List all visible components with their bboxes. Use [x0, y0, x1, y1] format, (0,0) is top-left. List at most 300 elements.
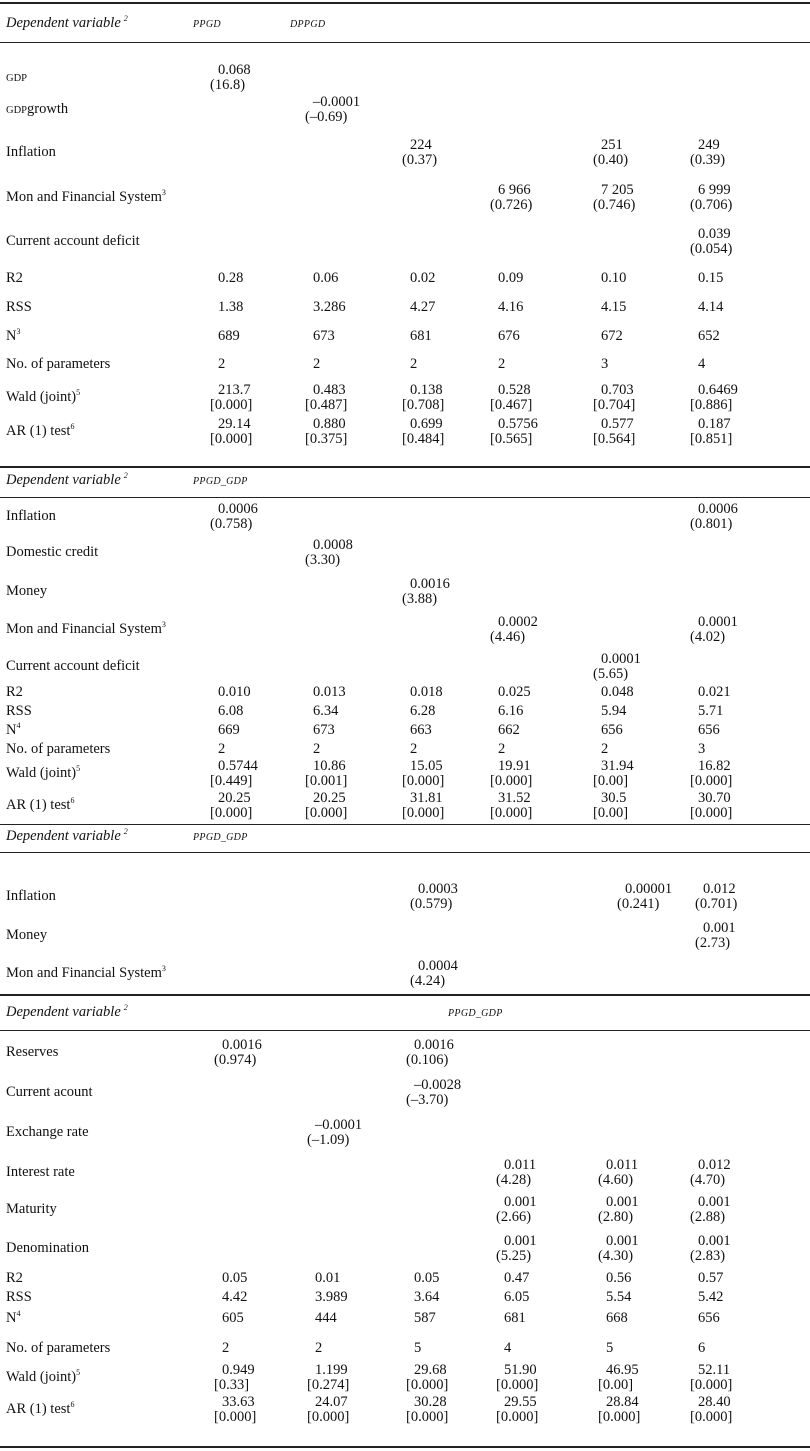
table-cell — [593, 758, 634, 789]
table-cell — [410, 742, 417, 757]
cell-statistic: [0.000] — [490, 805, 533, 821]
table-cell — [307, 1117, 363, 1148]
cell-value: 4.27 — [410, 299, 436, 315]
table-cell — [617, 881, 673, 912]
cell-value: 224 — [410, 137, 432, 153]
table-cell — [601, 300, 626, 315]
row-label-text: Current acount — [6, 1084, 93, 1100]
row-label-text: Maturity — [6, 1201, 57, 1217]
cell-value: 2 — [218, 741, 226, 757]
cell-value: 5 — [414, 1340, 422, 1356]
table-cell — [496, 1157, 537, 1188]
cell-value: 3.286 — [313, 299, 346, 315]
table-cell — [414, 1290, 439, 1305]
cell-value: 0.577 — [601, 416, 634, 432]
table-cell — [218, 685, 251, 700]
cell-value: 0.01 — [315, 1270, 341, 1286]
cell-statistic: (3.88) — [402, 591, 438, 607]
row-label — [6, 889, 56, 904]
table-cell — [593, 182, 636, 213]
row-label-text: N — [6, 328, 17, 344]
table-cell — [313, 357, 320, 372]
cell-value: 0.703 — [601, 382, 634, 398]
row-label — [6, 390, 80, 405]
cell-value: 16.82 — [698, 758, 731, 774]
table-cell — [410, 704, 435, 719]
row-label-text: Current account deficit — [6, 658, 140, 674]
header-text: Dependent variable — [6, 15, 121, 31]
cell-statistic: (16.8) — [210, 77, 246, 93]
gdp-abbrev: GDP — [6, 105, 28, 116]
section-end-rule — [0, 1446, 810, 1448]
table-cell — [690, 1362, 733, 1393]
table-cell — [601, 704, 626, 719]
table-cell — [598, 1194, 639, 1225]
header-rule — [0, 42, 810, 43]
table-cell — [218, 329, 240, 344]
cell-statistic: (2.88) — [690, 1209, 726, 1225]
table-cell — [410, 881, 458, 912]
row-label — [6, 966, 166, 981]
table-cell — [690, 501, 738, 532]
cell-value: 0.0016 — [222, 1037, 262, 1053]
table-cell — [218, 271, 243, 286]
cell-value: 656 — [698, 1310, 720, 1326]
footnote-marker: 6 — [70, 796, 75, 806]
dependent-variable-name: PPGD_GDP — [448, 1008, 503, 1019]
cell-value: 0.880 — [313, 416, 346, 432]
cell-statistic: [0.000] — [402, 805, 445, 821]
table-cell — [601, 357, 608, 372]
table-cell — [218, 357, 225, 372]
cell-statistic: [0.33] — [214, 1377, 250, 1393]
table-cell — [313, 271, 338, 286]
table-cell — [690, 790, 733, 821]
cell-statistic: (5.25) — [496, 1248, 532, 1264]
footnote-marker: 2 — [123, 827, 128, 837]
cell-value: 0.001 — [606, 1194, 639, 1210]
cell-value: 2 — [498, 356, 506, 372]
cell-value: –0.0001 — [313, 94, 361, 110]
cell-value: 652 — [698, 328, 720, 344]
cell-value: 2 — [410, 356, 418, 372]
cell-value: 20.25 — [218, 790, 251, 806]
cell-statistic: [0.000] — [690, 1409, 733, 1425]
cell-statistic: (–3.70) — [406, 1092, 449, 1108]
table-cell — [222, 1290, 247, 1305]
table-cell — [305, 537, 353, 568]
table-cell — [490, 416, 538, 447]
row-label-text: R2 — [6, 684, 23, 700]
row-label-text: R2 — [6, 1270, 23, 1286]
cell-value: 3 — [601, 356, 609, 372]
cell-statistic: (0.40) — [593, 152, 629, 168]
table-cell — [402, 382, 445, 413]
cell-value: 0.138 — [410, 382, 443, 398]
cell-statistic: (4.02) — [690, 629, 726, 645]
row-label — [6, 300, 32, 315]
row-label — [6, 766, 80, 781]
cell-statistic: [0.000] — [307, 1409, 350, 1425]
table-cell — [313, 723, 335, 738]
row-label — [6, 1125, 89, 1140]
cell-statistic: (5.65) — [593, 666, 629, 682]
row-label — [6, 1402, 74, 1417]
cell-value: 0.47 — [504, 1270, 530, 1286]
cell-statistic: [0.000] — [210, 397, 253, 413]
row-label-text: AR (1) test — [6, 423, 71, 439]
cell-statistic: [0.704] — [593, 397, 636, 413]
cell-statistic: [0.00] — [593, 773, 629, 789]
cell-value: 0.010 — [218, 684, 251, 700]
cell-value: 668 — [606, 1310, 628, 1326]
cell-statistic: (0.241) — [617, 896, 660, 912]
cell-value: 7 205 — [601, 182, 634, 198]
table-cell — [606, 1271, 631, 1286]
section-end-rule — [0, 466, 810, 468]
row-label-text: RSS — [6, 1289, 32, 1305]
table-cell — [218, 723, 240, 738]
row-label — [6, 1165, 75, 1180]
section-end-rule — [0, 994, 810, 996]
row-label — [6, 145, 56, 160]
cell-value: 681 — [410, 328, 432, 344]
row-label-text: N — [6, 1310, 17, 1326]
table-cell — [698, 1341, 705, 1356]
table-cell — [313, 329, 335, 344]
cell-statistic: (0.746) — [593, 197, 636, 213]
cell-statistic: [0.000] — [406, 1377, 449, 1393]
cell-value: 0.483 — [313, 382, 346, 398]
table-cell — [210, 758, 258, 789]
row-label-text: GDPgrowth — [6, 101, 69, 117]
row-label — [6, 723, 20, 738]
row-label-text: No. of parameters — [6, 1340, 111, 1356]
cell-value: 6.28 — [410, 703, 436, 719]
table-cell — [315, 1271, 340, 1286]
row-label — [6, 234, 140, 249]
cell-value: 0.001 — [504, 1194, 537, 1210]
cell-statistic: (4.70) — [690, 1172, 726, 1188]
table-cell — [410, 300, 435, 315]
row-label — [6, 622, 166, 637]
cell-statistic: [0.564] — [593, 431, 636, 447]
top-rule — [0, 2, 810, 4]
cell-value: 0.528 — [498, 382, 531, 398]
cell-value: 0.09 — [498, 270, 524, 286]
cell-value: 5.54 — [606, 1289, 632, 1305]
row-label — [6, 1271, 23, 1286]
footnote-marker: 2 — [123, 471, 128, 481]
table-cell — [498, 271, 523, 286]
cell-value: 15.05 — [410, 758, 443, 774]
header-rule — [0, 852, 810, 853]
cell-value: 29.68 — [414, 1362, 447, 1378]
cell-value: 0.048 — [601, 684, 634, 700]
header-rule — [0, 497, 810, 498]
row-label-text: Inflation — [6, 888, 56, 904]
row-label — [6, 509, 56, 524]
cell-value: 30.28 — [414, 1394, 447, 1410]
cell-value: 0.0006 — [218, 501, 258, 517]
table-cell — [601, 329, 623, 344]
cell-statistic: (2.80) — [598, 1209, 634, 1225]
cell-value: 6.34 — [313, 703, 339, 719]
cell-value: 5.71 — [698, 703, 724, 719]
row-label — [6, 1085, 93, 1100]
cell-value: 0.001 — [698, 1233, 731, 1249]
cell-value: 656 — [601, 722, 623, 738]
cell-statistic: [0.000] — [598, 1409, 641, 1425]
cell-value: 0.012 — [703, 881, 736, 897]
table-cell — [218, 704, 243, 719]
row-label-text: Reserves — [6, 1044, 59, 1060]
cell-value: 251 — [601, 137, 623, 153]
row-label-text — [6, 69, 27, 85]
cell-value: 213.7 — [218, 382, 251, 398]
row-label — [6, 424, 74, 439]
row-label-text: AR (1) test — [6, 1401, 71, 1417]
dependent-variable-label — [6, 16, 128, 31]
table-cell — [410, 357, 417, 372]
table-cell — [504, 1341, 511, 1356]
cell-statistic: [0.000] — [402, 773, 445, 789]
cell-value: 33.63 — [222, 1394, 255, 1410]
row-label — [6, 329, 20, 344]
cell-value: 0.10 — [601, 270, 627, 286]
cell-value: 2 — [410, 741, 418, 757]
dependent-variable-name: PPGD_GDP — [193, 832, 248, 843]
cell-value: 29.14 — [218, 416, 251, 432]
table-cell — [498, 685, 531, 700]
cell-value: 0.699 — [410, 416, 443, 432]
table-cell — [698, 300, 723, 315]
table-cell — [406, 1362, 449, 1393]
cell-value: 676 — [498, 328, 520, 344]
cell-value: 31.94 — [601, 758, 634, 774]
cell-value: 5.42 — [698, 1289, 724, 1305]
cell-value: 1.199 — [315, 1362, 348, 1378]
cell-value: 0.187 — [698, 416, 731, 432]
row-label-text: Interest rate — [6, 1164, 75, 1180]
cell-value: 28.40 — [698, 1394, 731, 1410]
cell-value: 0.02 — [410, 270, 436, 286]
row-label-text: Money — [6, 927, 48, 943]
cell-statistic: [0.467] — [490, 397, 533, 413]
cell-value: 0.05 — [414, 1270, 440, 1286]
cell-statistic: [0.449] — [210, 773, 253, 789]
row-label — [6, 742, 110, 757]
cell-statistic: [0.375] — [305, 431, 348, 447]
table-cell — [598, 1394, 641, 1425]
dependent-variable-label — [6, 829, 128, 844]
cell-statistic: [0.000] — [214, 1409, 257, 1425]
table-cell — [210, 62, 251, 93]
table-cell — [498, 704, 523, 719]
cell-statistic: [0.851] — [690, 431, 733, 447]
cell-statistic: [0.000] — [305, 805, 348, 821]
table-cell — [593, 382, 636, 413]
cell-value: 0.001 — [504, 1233, 537, 1249]
cell-statistic: [0.000] — [496, 1377, 539, 1393]
table-cell — [414, 1271, 439, 1286]
cell-value: 2 — [313, 356, 321, 372]
table-cell — [410, 271, 435, 286]
table-cell — [690, 182, 733, 213]
cell-value: 52.11 — [698, 1362, 731, 1378]
cell-statistic: [0.000] — [210, 431, 253, 447]
cell-value: 0.28 — [218, 270, 244, 286]
cell-statistic: (0.974) — [214, 1052, 257, 1068]
table-cell — [305, 758, 348, 789]
cell-statistic: [0.00] — [598, 1377, 634, 1393]
cell-value: 3.64 — [414, 1289, 440, 1305]
row-label — [6, 271, 23, 286]
table-cell — [406, 1077, 462, 1108]
cell-statistic: [0.000] — [690, 1377, 733, 1393]
row-label — [6, 1290, 32, 1305]
cell-value: 0.018 — [410, 684, 443, 700]
row-label — [6, 1370, 80, 1385]
row-label — [6, 70, 27, 86]
cell-statistic: (3.30) — [305, 552, 341, 568]
cell-statistic: [0.565] — [490, 431, 533, 447]
table-cell — [690, 416, 733, 447]
cell-statistic: (0.579) — [410, 896, 453, 912]
table-cell — [598, 1362, 639, 1393]
cell-value: 5.94 — [601, 703, 627, 719]
header-text: Dependent variable — [6, 828, 121, 844]
section-end-rule — [0, 824, 810, 825]
table-cell — [315, 1341, 322, 1356]
cell-value: 20.25 — [313, 790, 346, 806]
table-cell — [305, 790, 348, 821]
cell-value: 0.5756 — [498, 416, 538, 432]
table-cell — [606, 1290, 631, 1305]
row-label — [6, 1341, 110, 1356]
table-cell — [313, 704, 338, 719]
header-text: Dependent variable — [6, 1004, 121, 1020]
row-label-text: Mon and Financial System — [6, 965, 162, 981]
table-cell — [305, 382, 348, 413]
row-label-text: Current account deficit — [6, 233, 140, 249]
table-cell — [222, 1341, 229, 1356]
cell-value: 46.95 — [606, 1362, 639, 1378]
table-cell — [222, 1311, 244, 1326]
cell-statistic: (4.46) — [490, 629, 526, 645]
cell-value: 28.84 — [606, 1394, 639, 1410]
row-label-text: Inflation — [6, 144, 56, 160]
table-cell — [490, 182, 533, 213]
table-cell — [690, 614, 738, 645]
table-cell — [313, 300, 346, 315]
cell-value: 0.6469 — [698, 382, 738, 398]
table-cell — [690, 1233, 731, 1264]
table-cell — [490, 790, 533, 821]
row-label-text: Money — [6, 583, 48, 599]
cell-value: 31.81 — [410, 790, 443, 806]
table-cell — [498, 329, 520, 344]
cell-value: 0.56 — [606, 1270, 632, 1286]
cell-value: 444 — [315, 1310, 337, 1326]
table-cell — [690, 758, 733, 789]
cell-value: 2 — [315, 1340, 323, 1356]
table-cell — [410, 685, 443, 700]
cell-statistic: (0.758) — [210, 516, 253, 532]
cell-statistic: (4.60) — [598, 1172, 634, 1188]
row-label-text: AR (1) test — [6, 797, 71, 813]
dependent-variable-label — [6, 1005, 128, 1020]
cell-value: 0.0006 — [698, 501, 738, 517]
cell-statistic: [0.487] — [305, 397, 348, 413]
row-label-text: Denomination — [6, 1240, 89, 1256]
table-cell — [601, 685, 634, 700]
table-cell — [698, 723, 720, 738]
row-label-text: No. of parameters — [6, 741, 111, 757]
table-cell — [593, 651, 641, 682]
cell-value: 0.039 — [698, 226, 731, 242]
cell-statistic: [0.886] — [690, 397, 733, 413]
table-cell — [315, 1290, 348, 1305]
table-cell — [695, 920, 736, 951]
cell-statistic: (0.054) — [690, 241, 733, 257]
cell-value: 0.15 — [698, 270, 724, 286]
table-cell — [504, 1271, 529, 1286]
cell-statistic: (–1.09) — [307, 1132, 350, 1148]
cell-statistic: (–0.69) — [305, 109, 348, 125]
table-cell — [498, 357, 505, 372]
cell-value: 0.011 — [606, 1157, 639, 1173]
table-cell — [593, 790, 629, 821]
table-cell — [496, 1362, 539, 1393]
cell-statistic: [0.001] — [305, 773, 348, 789]
cell-statistic: (4.28) — [496, 1172, 532, 1188]
header-rule — [0, 1030, 810, 1031]
table-cell — [305, 94, 361, 125]
cell-value: 0.5744 — [218, 758, 258, 774]
table-cell — [410, 958, 458, 989]
table-cell — [218, 300, 243, 315]
table-cell — [490, 382, 533, 413]
cell-value: 4.15 — [601, 299, 627, 315]
cell-value: 0.949 — [222, 1362, 255, 1378]
cell-value: 3 — [698, 741, 706, 757]
cell-value: 669 — [218, 722, 240, 738]
cell-value: 0.0001 — [698, 614, 738, 630]
cell-value: 2 — [601, 741, 609, 757]
table-cell — [498, 300, 523, 315]
cell-statistic: (0.801) — [690, 516, 733, 532]
cell-value: 0.05 — [222, 1270, 248, 1286]
table-cell — [698, 329, 720, 344]
footnote-marker: 4 — [16, 1309, 21, 1319]
table-cell — [313, 742, 320, 757]
cell-value: 30.5 — [601, 790, 627, 806]
table-cell — [210, 416, 253, 447]
dependent-variable-label — [6, 473, 128, 488]
table-cell — [601, 742, 608, 757]
cell-value: 0.0003 — [418, 881, 458, 897]
table-cell — [490, 614, 538, 645]
cell-value: 656 — [698, 722, 720, 738]
cell-value: 5 — [606, 1340, 614, 1356]
cell-value: 0.06 — [313, 270, 339, 286]
cell-value: 0.57 — [698, 1270, 724, 1286]
table-cell — [218, 742, 225, 757]
footnote-marker: 5 — [76, 764, 81, 774]
table-cell — [690, 1394, 733, 1425]
table-cell — [305, 416, 348, 447]
